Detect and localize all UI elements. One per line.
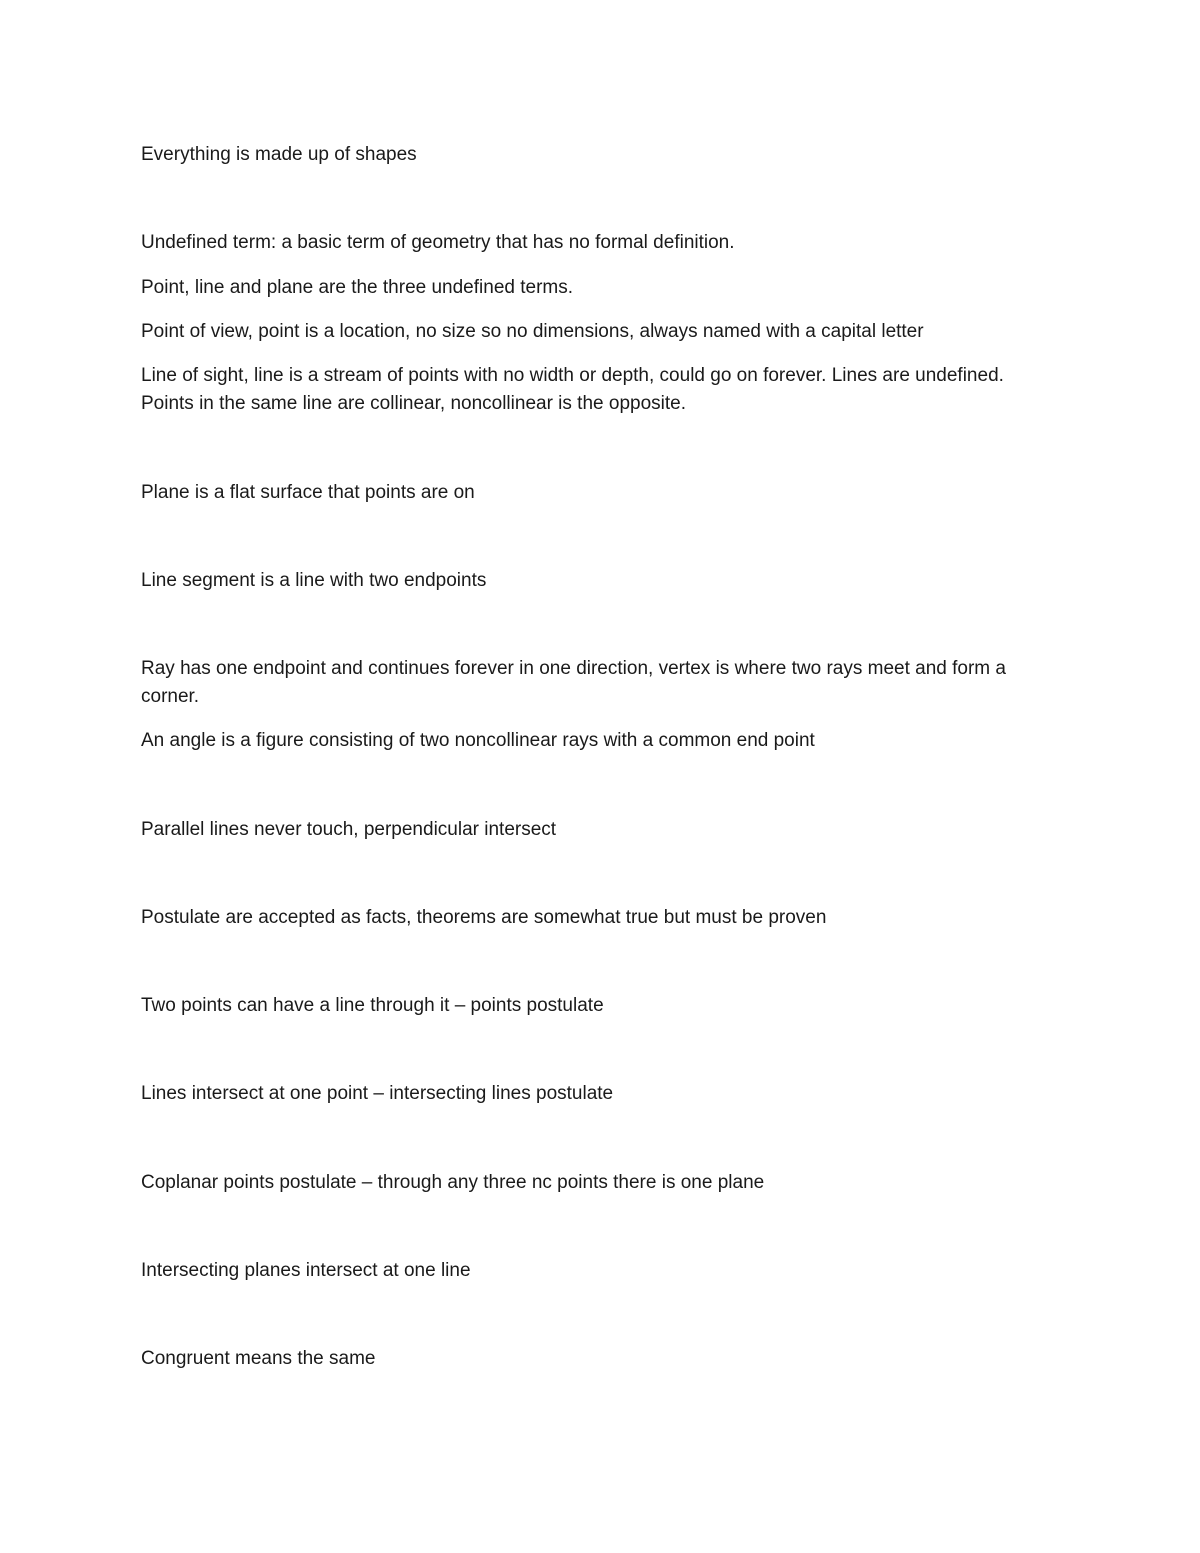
paragraph-points-postulate: Two points can have a line through it – points postulate — [141, 995, 604, 1016]
paragraph-line: Line of sight, line is a stream of points with no width or depth, could go on forever. Lines are undefined. Points in the same line are collinear, noncollinear is the opposite. — [141, 365, 1004, 414]
paragraph-everything-shapes: Everything is made up of shapes — [141, 144, 417, 165]
paragraph-plane: Plane is a flat surface that points are on — [141, 482, 475, 503]
paragraph-three-undefined-terms: Point, line and plane are the three undefined terms. — [141, 277, 574, 298]
paragraph-coplanar-points: Coplanar points postulate – through any three nc points there is one plane — [141, 1172, 765, 1193]
paragraph-intersecting-planes: Intersecting planes intersect at one line — [141, 1260, 471, 1281]
paragraph-ray: Ray has one endpoint and continues forever in one direction, vertex is where two rays meet and form a corner. — [141, 658, 1006, 707]
paragraph-line-segment: Line segment is a line with two endpoints — [141, 570, 487, 591]
paragraph-congruent: Congruent means the same — [141, 1348, 376, 1369]
paragraph-angle: An angle is a figure consisting of two noncollinear rays with a common end point — [141, 730, 815, 751]
paragraph-undefined-term: Undefined term: a basic term of geometry that has no formal definition. — [141, 232, 735, 253]
paragraph-parallel-lines: Parallel lines never touch, perpendicular intersect — [141, 819, 557, 840]
paragraph-postulate: Postulate are accepted as facts, theorems are somewhat true but must be proven — [141, 907, 827, 928]
paragraph-intersecting-lines: Lines intersect at one point – intersecting lines postulate — [141, 1083, 614, 1104]
paragraph-point: Point of view, point is a location, no size so no dimensions, always named with a capital letter — [141, 321, 924, 342]
